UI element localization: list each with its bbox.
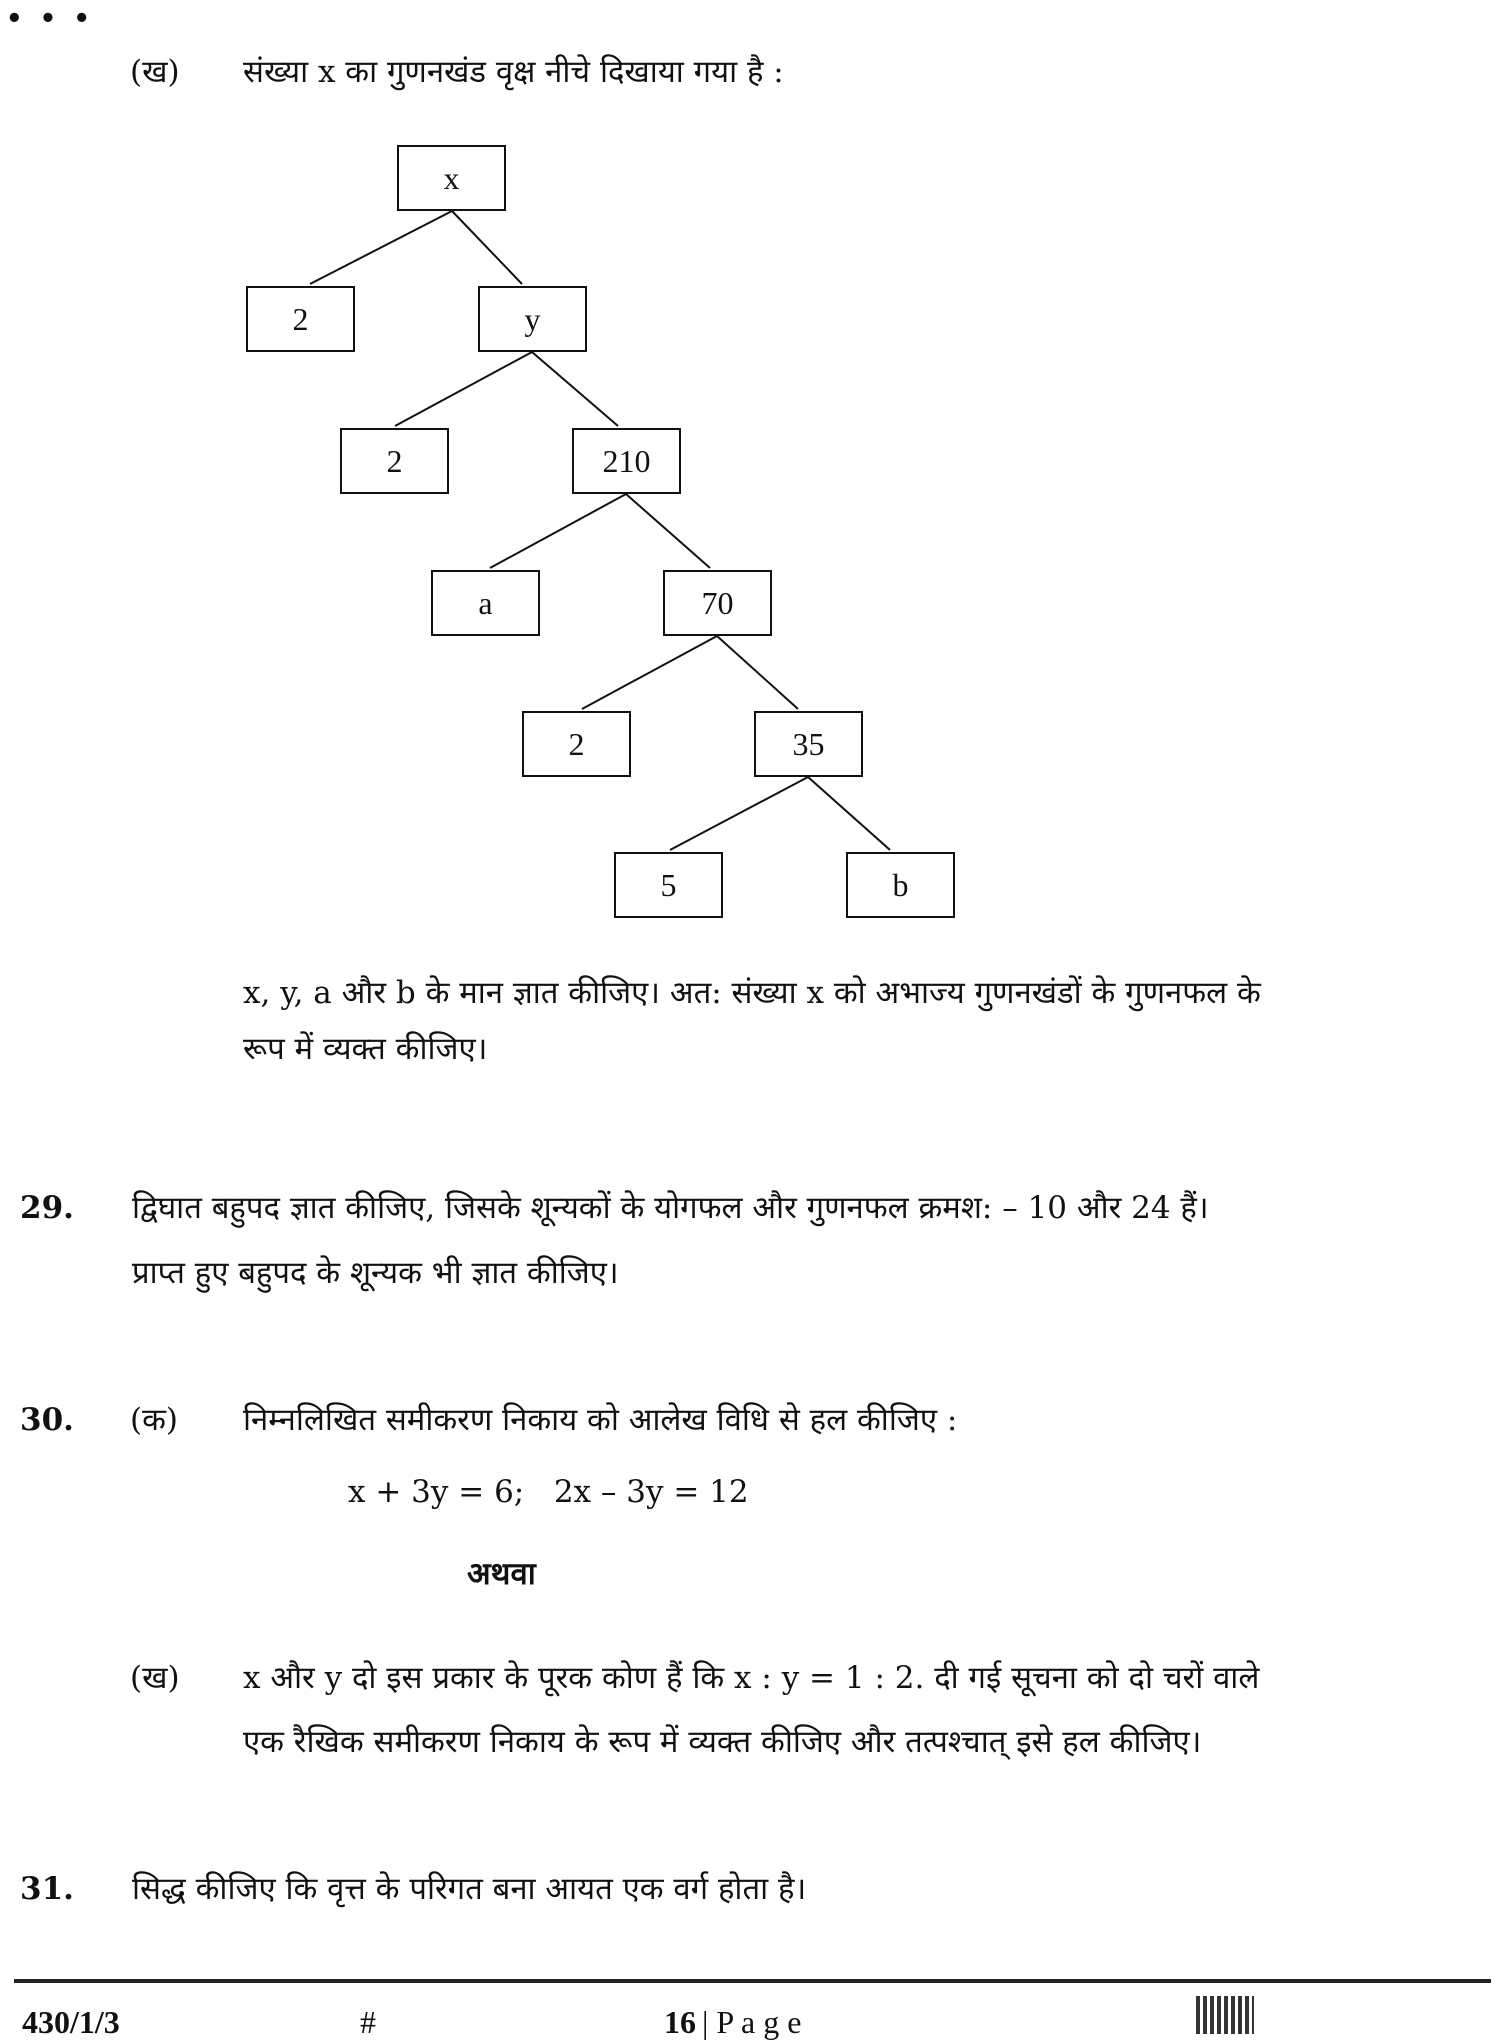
q30a-equations: x + 3y = 6; 2x – 3y = 12	[348, 1474, 749, 1510]
edge	[452, 211, 522, 284]
qr-code-icon	[1196, 1996, 1254, 2034]
footer-page-word: | P a g e	[702, 2004, 802, 2040]
q30b-label: (ख)	[130, 1660, 180, 1696]
factor-tree-edges	[0, 0, 1505, 1000]
tree-node: 70	[663, 570, 772, 636]
tree-node: 2	[522, 711, 631, 777]
tree-node-root: x	[397, 145, 506, 211]
q30b-line1: x और y दो इस प्रकार के पूरक कोण हैं कि x : y = 1 : 2. दी गई सूचना को दो चरों वाले	[243, 1660, 1260, 1696]
q28b-line1: x, y, a और b के मान ज्ञात कीजिए। अत: संख्या x को अभाज्य गुणनखंडों के गुणनफल के	[243, 975, 1261, 1011]
q28b-label: (ख)	[130, 54, 180, 90]
edge	[626, 494, 710, 568]
edge	[395, 352, 532, 426]
tree-node: 5	[614, 852, 723, 918]
tree-node: 35	[754, 711, 863, 777]
q28b-intro: संख्या x का गुणनखंड वृक्ष नीचे दिखाया गया है :	[243, 54, 784, 90]
q30b-line2: एक रैखिक समीकरण निकाय के रूप में व्यक्त कीजिए और तत्पश्चात् इसे हल कीजिए।	[243, 1724, 1202, 1760]
edge	[808, 777, 890, 850]
edge	[582, 636, 717, 709]
footer-hash: #	[360, 2004, 376, 2040]
tree-node: 2	[340, 428, 449, 494]
menu-dots-icon[interactable]: • • •	[6, 4, 94, 34]
tree-node: 2	[246, 286, 355, 352]
tree-node: b	[846, 852, 955, 918]
edge	[490, 494, 626, 568]
q30a-label: (क)	[130, 1402, 178, 1438]
q30-or: अथवा	[467, 1556, 536, 1592]
edge	[310, 211, 452, 284]
edge	[670, 777, 808, 850]
footer-code: 430/1/3	[22, 2004, 120, 2040]
tree-node: a	[431, 570, 540, 636]
tree-node: y	[478, 286, 587, 352]
q28b-line2: रूप में व्यक्त कीजिए।	[243, 1031, 488, 1067]
q31-text: सिद्ध कीजिए कि वृत्त के परिगत बना आयत एक वर्ग होता है।	[132, 1871, 807, 1907]
q29-line2: प्राप्त हुए बहुपद के शून्यक भी ज्ञात कीजिए।	[132, 1255, 619, 1291]
tree-node: 210	[572, 428, 681, 494]
q29-line1: द्विघात बहुपद ज्ञात कीजिए, जिसके शून्यकों के योगफल और गुणनफल क्रमश: – 10 और 24 हैं।	[132, 1190, 1209, 1226]
edge	[532, 352, 618, 426]
footer-divider	[14, 1979, 1491, 1983]
q29-number: 29.	[20, 1190, 74, 1226]
q30-number: 30.	[20, 1402, 74, 1438]
footer-page-number: 16	[664, 2004, 696, 2040]
q30a-text: निम्नलिखित समीकरण निकाय को आलेख विधि से हल कीजिए :	[243, 1402, 958, 1438]
q31-number: 31.	[20, 1871, 74, 1907]
edge	[717, 636, 798, 709]
